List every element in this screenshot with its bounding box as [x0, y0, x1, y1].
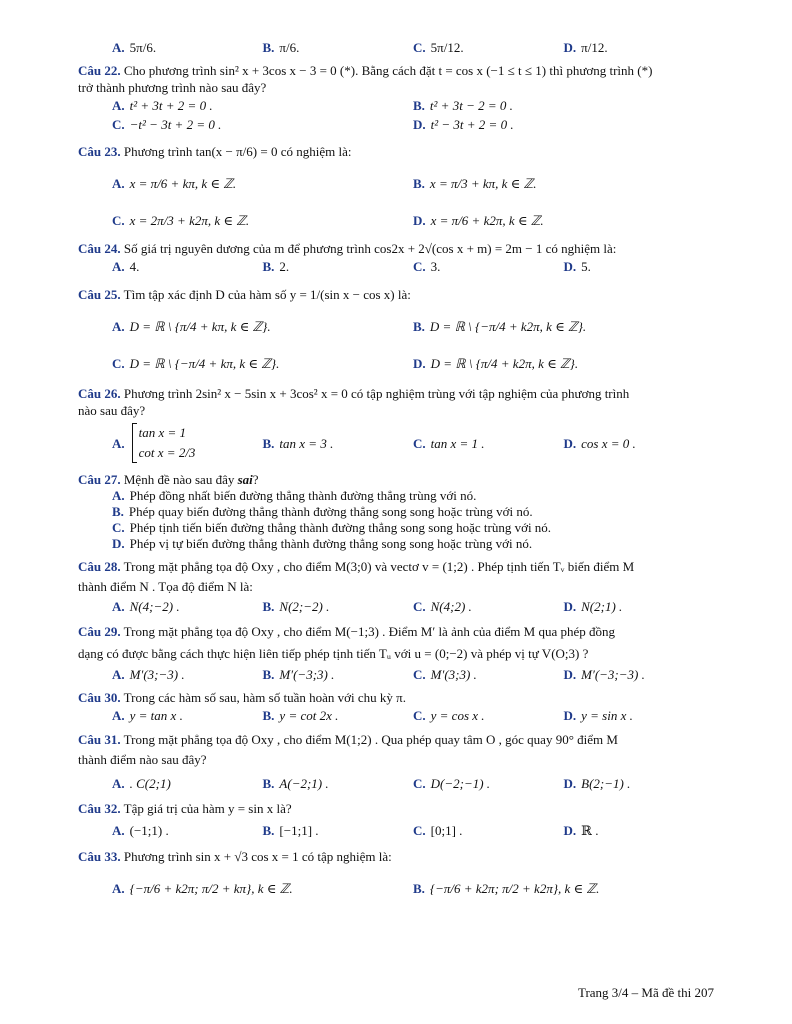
option-a: A. M′(3;−3) . [112, 667, 185, 682]
q27-options [112, 488, 714, 552]
option-c: C. tan x = 1 . [413, 435, 485, 451]
option-c: C. y = cos x . [413, 708, 485, 723]
question-number: Câu 33. [78, 849, 121, 864]
q24-options [112, 257, 714, 276]
option-b: B. x = π/3 + kπ, k ∈ ℤ. [413, 176, 537, 191]
option-d: D. t² − 3t + 2 = 0 . [413, 117, 514, 132]
option-a: A. x = π/6 + kπ, k ∈ ℤ. [112, 176, 237, 191]
question-stem: Trong mặt phẳng tọa độ Oxy , cho điểm M(3;0) và vectơ v = (1;2) . Phép tịnh tiến Tᵥ biến điểm M [123, 559, 635, 574]
question-stem: Tập giá trị của hàm y = sin x là? [123, 801, 292, 816]
question-stem: Phương trình 2sin² x − 5sin x + 3cos² x = 0 có tập nghiệm trùng với tập nghiệm của phương trình [123, 386, 630, 401]
question-25 [78, 286, 714, 303]
question-29 [78, 621, 714, 665]
option-a: A. (−1;1) . [112, 823, 169, 838]
q33-options-ab [112, 879, 714, 898]
option-c: C. N(4;2) . [413, 599, 472, 614]
question-28 [78, 557, 714, 597]
option-d: D. x = π/6 + k2π, k ∈ ℤ. [413, 213, 544, 228]
option-a: A. t² + 3t + 2 = 0 . [112, 98, 213, 113]
page-footer: Trang 3/4 – Mã đề thi 207 [577, 985, 714, 1000]
q21-options [112, 38, 714, 57]
option-c-text: 5π/12. [430, 40, 464, 55]
q25-options-cd [112, 354, 714, 373]
question-number: Câu 27. [78, 472, 121, 487]
question-stem: Trong mặt phẳng tọa độ Oxy , cho điểm M(−1;3) . Điểm M′ là ảnh của điểm M qua phép đồng [123, 624, 615, 639]
option-b: B. D = ℝ \ {−π/4 + k2π, k ∈ ℤ}. [413, 319, 587, 334]
option-c: C. Phép tịnh tiến biến đường thẳng thành đường thẳng song song hoặc trùng với nó. [112, 520, 552, 535]
q32-options [112, 821, 714, 840]
question-number: Câu 32. [78, 801, 121, 816]
q25-options-ab [112, 317, 714, 336]
option-a: A. {−π/6 + k2π; π/2 + kπ}, k ∈ ℤ. [112, 881, 293, 896]
option-d: D. N(2;1) . [563, 599, 623, 614]
question-number: Câu 31. [78, 732, 121, 747]
option-c: C. 5π/12. [413, 40, 464, 55]
option-d: D. π/12. [563, 40, 608, 55]
option-a: A. Phép đồng nhất biến đường thẳng thành đường thẳng trùng với nó. [112, 488, 477, 503]
question-number: Câu 26. [78, 386, 121, 401]
option-d: D. B(2;−1) . [563, 776, 631, 791]
question-stem: Số giá trị nguyên dương của m để phương trình cos2x + 2√(cos x + m) = 2m − 1 có nghiệm là: [123, 241, 617, 256]
question-number: Câu 24. [78, 241, 121, 256]
question-stem: Phương trình sin x + √3 cos x = 1 có tập nghiệm là: [123, 849, 392, 864]
question-stem: Phương trình tan(x − π/6) = 0 có nghiệm là: [123, 144, 352, 159]
option-d: D. 5. [563, 259, 591, 274]
question-number: Câu 25. [78, 287, 121, 302]
question-24 [78, 240, 714, 257]
option-d: D. y = sin x . [563, 708, 633, 723]
question-number: Câu 28. [78, 559, 121, 574]
question-stem: Cho phương trình sin² x + 3cos x − 3 = 0 (*). Bằng cách đặt t = cos x (−1 ≤ t ≤ 1) thì phương trình (*) [123, 63, 653, 78]
q30-options [112, 706, 714, 725]
option-b: B. M′(−3;3) . [262, 667, 335, 682]
q23-options-cd [112, 211, 714, 230]
option-b: B. N(2;−2) . [262, 599, 330, 614]
option-c: C. D = ℝ \ {−π/4 + kπ, k ∈ ℤ}. [112, 356, 280, 371]
option-c: C. x = 2π/3 + k2π, k ∈ ℤ. [112, 213, 250, 228]
option-b: B. Phép quay biến đường thẳng thành đường thẳng song song hoặc trùng với nó. [112, 504, 533, 519]
q22-options-ab [112, 96, 714, 115]
question-number: Câu 23. [78, 144, 121, 159]
option-b: B. 2. [262, 259, 290, 274]
option-a: A. 4. [112, 259, 140, 274]
question-stem: Mệnh đề nào sau đây [123, 472, 235, 487]
q31-options [112, 774, 714, 793]
q23-options-ab [112, 174, 714, 193]
question-number: Câu 30. [78, 690, 121, 705]
q29-options [112, 665, 714, 684]
option-a: A. . C(2;1) [112, 776, 171, 791]
option-b: B. t² + 3t − 2 = 0 . [413, 98, 513, 113]
question-number: Câu 22. [78, 63, 121, 78]
option-c: C. 3. [413, 259, 441, 274]
question-number: Câu 29. [78, 624, 121, 639]
option-a: A. N(4;−2) . [112, 599, 180, 614]
question-23 [78, 143, 714, 160]
q28-options [112, 597, 714, 616]
option-b: B. {−π/6 + k2π; π/2 + k2π}, k ∈ ℤ. [413, 881, 600, 896]
option-a: A. 5π/6. [112, 40, 157, 55]
question-stem: Tìm tập xác định D của hàm số y = 1/(sin x − cos x) là: [123, 287, 411, 302]
question-stem: Trong mặt phẳng tọa độ Oxy , cho điểm M(1;2) . Qua phép quay tâm O , góc quay 90° điểm M [123, 732, 618, 747]
question-stem-cont: trở thành phương trình nào sau đây? [78, 80, 267, 95]
question-30 [78, 689, 714, 706]
equation-system: tan x = 1 cot x = 2/3 [132, 423, 196, 463]
option-b: B. [−1;1] . [262, 823, 319, 838]
option-d-text: π/12. [581, 40, 608, 55]
option-c: C. M′(3;3) . [413, 667, 477, 682]
option-d: D. ℝ . [563, 823, 599, 838]
question-22 [78, 62, 714, 96]
q22-options-cd [112, 115, 714, 134]
question-stem: Trong các hàm số sau, hàm số tuần hoàn với chu kỳ π. [123, 690, 406, 705]
option-b: B. π/6. [262, 40, 300, 55]
q26-options [112, 423, 714, 463]
option-c: C. [0;1] . [413, 823, 463, 838]
option-d: D. cos x = 0 . [563, 435, 636, 451]
question-stem-cont: thành điểm N . Tọa độ điểm N là: [78, 579, 253, 594]
option-a-text: 5π/6. [129, 40, 157, 55]
option-c: C. D(−2;−1) . [413, 776, 491, 791]
question-32 [78, 800, 714, 817]
option-a: A. tan x = 1 cot x = 2/3 [112, 423, 263, 463]
question-stem-emphasis: sai [237, 472, 253, 487]
option-b: B. y = cot 2x . [262, 708, 339, 723]
question-stem-cont: thành điểm nào sau đây? [78, 752, 207, 767]
option-b-text: π/6. [279, 40, 300, 55]
question-33 [78, 848, 714, 865]
option-c: C. −t² − 3t + 2 = 0 . [112, 117, 222, 132]
question-stem-cont: dạng có được bằng cách thực hiện liên tiếp phép tịnh tiến Tᵤ với u = (0;−2) và phép vị tự V(O;3) ? [78, 646, 589, 661]
question-31 [78, 730, 714, 770]
option-b: B. tan x = 3 . [262, 435, 334, 451]
option-d: D. D = ℝ \ {π/4 + k2π, k ∈ ℤ}. [413, 356, 579, 371]
option-d: D. Phép vị tự biến đường thẳng thành đường thẳng song song hoặc trùng với nó. [112, 536, 533, 551]
option-a: A. y = tan x . [112, 708, 183, 723]
question-27: Câu 27. Mệnh đề nào sau đây sai? [78, 472, 259, 487]
option-a: A. D = ℝ \ {π/4 + kπ, k ∈ ℤ}. [112, 319, 271, 334]
option-d: D. M′(−3;−3) . [563, 667, 645, 682]
question-26 [78, 385, 714, 419]
question-stem-cont: nào sau đây? [78, 403, 146, 418]
option-b: B. A(−2;1) . [262, 776, 329, 791]
